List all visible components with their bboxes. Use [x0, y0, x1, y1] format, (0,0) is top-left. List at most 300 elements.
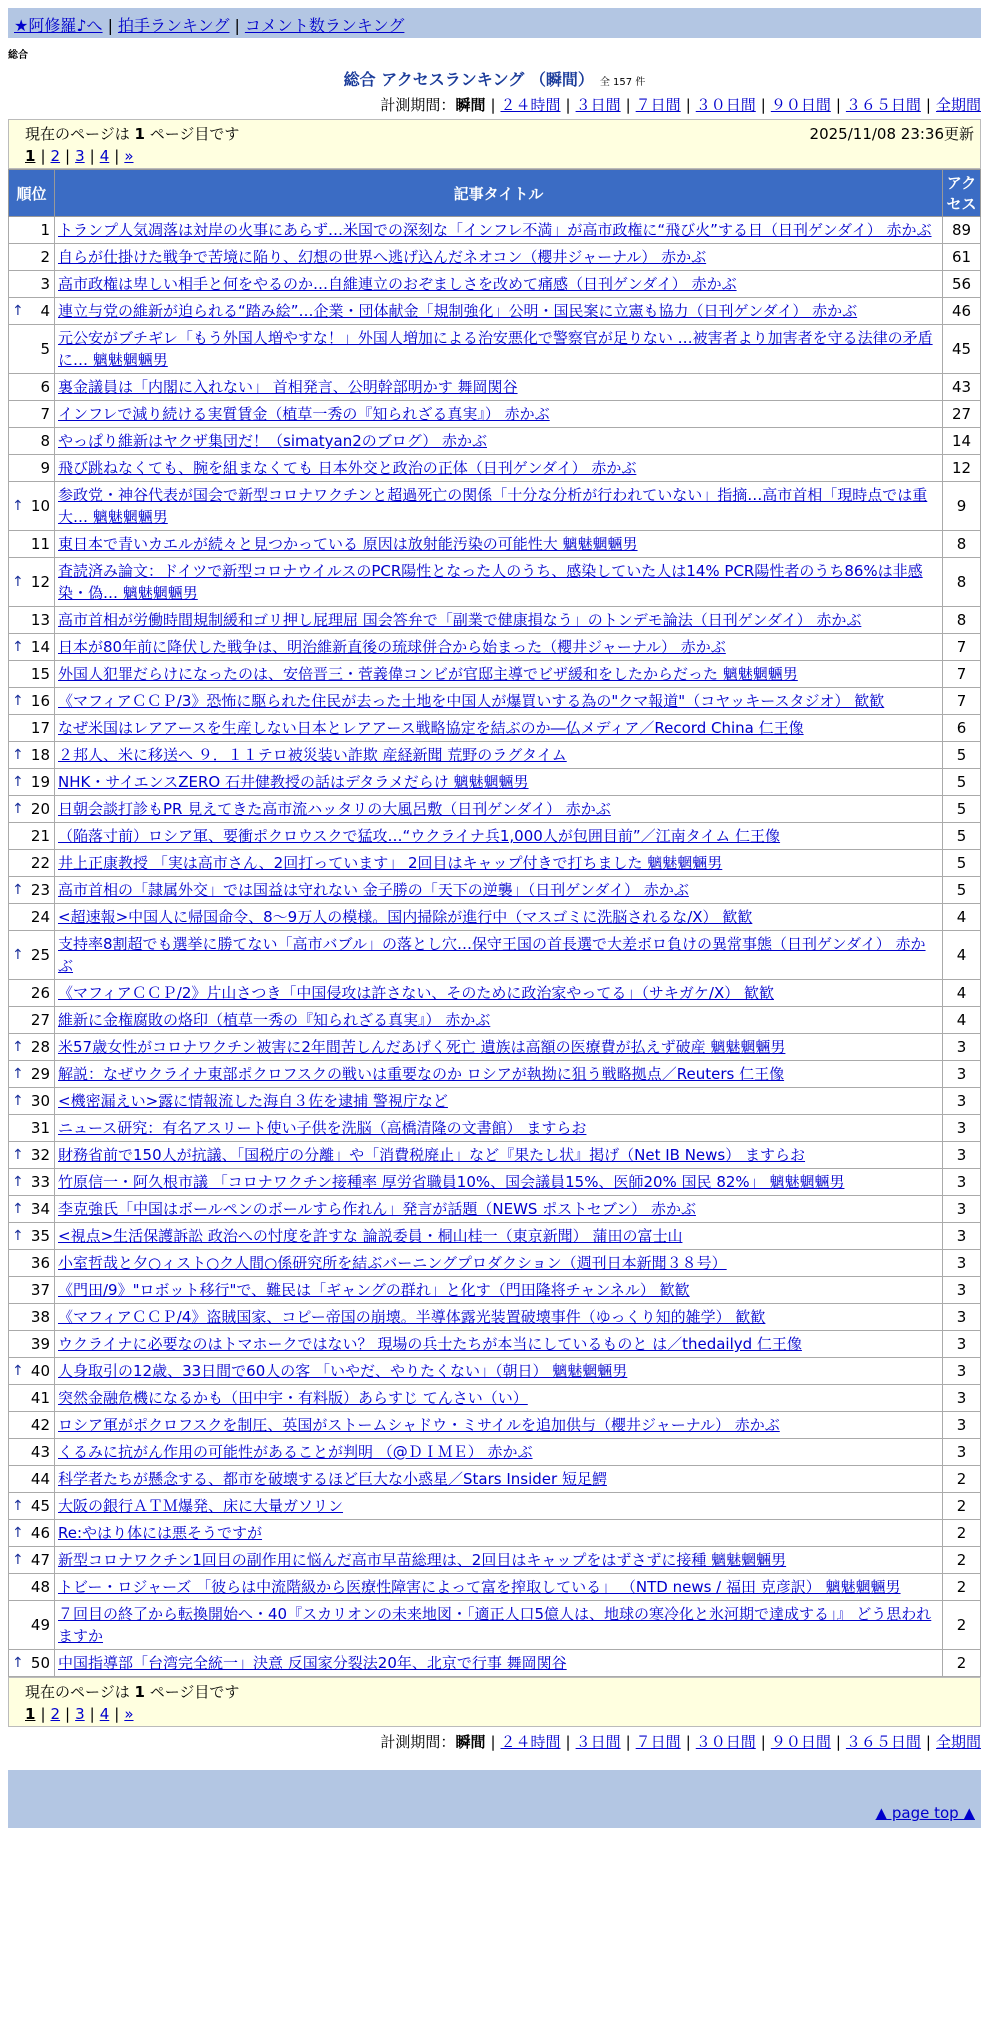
table-row [9, 271, 981, 298]
rank-cell [9, 1601, 55, 1650]
separator: | [114, 147, 120, 165]
rank-number: 16 [30, 692, 50, 710]
table-row [9, 688, 981, 715]
rank-cell [9, 1088, 55, 1115]
table-row [9, 1061, 981, 1088]
up-arrow-icon: ↑ [12, 1498, 24, 1514]
up-arrow-icon: ↑ [12, 1525, 24, 1541]
period-link-2[interactable]: ７日間 [635, 1733, 681, 1751]
rank-number: 36 [30, 1254, 50, 1272]
pager-link-1[interactable]: 3 [75, 147, 85, 165]
table-row [9, 1277, 981, 1304]
period-link-5[interactable]: ３６５日間 [845, 1733, 921, 1751]
article-link[interactable]: 解説：なぜウクライナ東部ポクロフスクの戦いは重要なのか ロシアが執拗に狙う戦略拠点／Reuters 仁王像 [58, 1065, 785, 1083]
article-link[interactable]: インフレで減り続ける実質賃金（植草一秀の『知られざる真実』） 赤かぶ [58, 405, 550, 423]
access-count: 5 [943, 769, 981, 796]
article-link[interactable]: 小室哲哉と夕○ィスト○ク人間○係研究所を結ぶバーニングプロダクション（週刊日本新聞３８号） [58, 1254, 727, 1272]
rank-number: 44 [30, 1470, 50, 1488]
pager-link-2[interactable]: 4 [99, 1705, 110, 1723]
article-link[interactable]: 連立与党の維新が迫られる“踏み絵”…企業・団体献金「規制強化」公明・国民案に立憲も協力（日刊ゲンダイ） 赤かぶ [58, 302, 858, 320]
period-link-4[interactable]: ９０日間 [770, 1733, 831, 1751]
title-cell [55, 980, 943, 1007]
article-link[interactable]: 米57歳女性がコロナワクチン被害に2年間苦しんだあげく死亡 遺族は高額の医療費が払えず破産 魑魅魍魎男 [58, 1038, 786, 1056]
page-top-link[interactable]: ▲ page top ▲ [875, 1804, 975, 1822]
footer-bar [8, 1770, 981, 1828]
rank-cell [9, 877, 55, 904]
table-row [9, 1223, 981, 1250]
up-arrow-icon: ↑ [12, 1552, 24, 1568]
rank-cell [9, 1385, 55, 1412]
rank-cell [9, 244, 55, 271]
title-cell [55, 455, 943, 482]
table-row [9, 298, 981, 325]
access-count: 5 [943, 877, 981, 904]
up-arrow-icon: ↑ [12, 1066, 24, 1082]
rank-cell [9, 1223, 55, 1250]
article-link[interactable]: 自らが仕掛けた戦争で苦境に陥り、幻想の世界へ逃げ込んだネオコン（櫻井ジャーナル） 赤かぶ [58, 248, 707, 266]
title-cell [55, 688, 943, 715]
rank-cell [9, 1493, 55, 1520]
access-count: 4 [943, 1007, 981, 1034]
article-link[interactable]: トランプ人気凋落は対岸の火事にあらず…米国での深刻な「インフレ不満」が高市政権に“飛び火”する日（日刊ゲンダイ） 赤かぶ [58, 221, 932, 239]
table-row [9, 796, 981, 823]
article-link[interactable]: 科学者たちが懸念する、都市を破壊するほど巨大な小惑星／Stars Insider 短足鰐 [58, 1470, 607, 1488]
rank-number: 14 [30, 638, 50, 656]
rank-number: 33 [30, 1173, 50, 1191]
rank-cell [9, 634, 55, 661]
title-cell [55, 1547, 943, 1574]
article-link[interactable]: NHK・サイエンスZERO 石井健教授の話はデタラメだらけ 魑魅魍魎男 [58, 773, 529, 791]
rank-number: 18 [30, 746, 50, 764]
title-cell [55, 823, 943, 850]
period-link-1[interactable]: ３日間 [575, 1733, 621, 1751]
rank-cell [9, 1358, 55, 1385]
rank-number: 1 [40, 221, 50, 239]
pager-current[interactable]: 1 [25, 1705, 36, 1723]
top-nav: ★阿修羅♪へ | 拍手ランキング | コメント数ランキング [8, 8, 981, 38]
period-label: 計測期間： [380, 96, 456, 114]
access-count: 2 [943, 1466, 981, 1493]
rank-number: 39 [30, 1335, 50, 1353]
separator: | [625, 96, 631, 114]
up-arrow-icon: ↑ [12, 1174, 24, 1190]
article-link[interactable]: （陥落寸前）ロシア軍、要衝ポクロウスクで猛攻…“ウクライナ兵1,000人が包囲目前”／江南タイム 仁王像 [58, 827, 781, 845]
up-arrow-icon: ↑ [12, 498, 24, 514]
title-cell [55, 1007, 943, 1034]
access-count: 2 [943, 1650, 981, 1677]
current-page-text: 現在のページは 1 ページ目です [25, 1683, 240, 1701]
access-count: 6 [943, 715, 981, 742]
up-arrow-icon: ↑ [12, 1363, 24, 1379]
table-row [9, 1358, 981, 1385]
period-link-1[interactable]: ３日間 [575, 96, 621, 114]
access-count: 3 [943, 1223, 981, 1250]
article-link[interactable]: くるみに抗がん作用の可能性があることが判明 （@ＤＩＭＥ） 赤かぶ [58, 1443, 533, 1461]
article-link[interactable]: 中国指導部「台湾完全統一」決意 反国家分裂法20年、北京で行事 舞岡関谷 [58, 1654, 567, 1672]
article-link[interactable]: 新型コロナワクチン1回目の副作用に悩んだ高市早苗総理は、2回目はキャップをはずさずに接種 魑魅魍魎男 [58, 1551, 787, 1569]
table-row [9, 904, 981, 931]
up-arrow-icon: ↑ [12, 947, 24, 963]
pager-link-0[interactable]: 2 [50, 147, 61, 165]
clap-ranking-link[interactable]: 拍手ランキング [117, 16, 230, 35]
rank-number: 31 [30, 1119, 50, 1137]
current-page-text: 現在のページは 1 ページ目です [25, 125, 240, 143]
article-link[interactable]: 参政党・神谷代表が国会で新型コロナワクチンと超過死亡の関係「十分な分析が行われていない」指摘…高市首相「現時点では重大… 魑魅魍魎男 [58, 486, 928, 526]
access-count: 3 [943, 1250, 981, 1277]
rank-cell [9, 374, 55, 401]
table-row [9, 1650, 981, 1677]
up-arrow-icon: ↑ [12, 1039, 24, 1055]
table-row [9, 1466, 981, 1493]
article-link[interactable]: 東日本で青いカエルが続々と見つかっている 原因は放射能汚染の可能性大 魑魅魍魎男 [58, 535, 638, 553]
access-count: 61 [943, 244, 981, 271]
up-arrow-icon: ↑ [12, 639, 24, 655]
table-row [9, 1520, 981, 1547]
table-row [9, 428, 981, 455]
title-cell [55, 1115, 943, 1142]
rank-cell [9, 1574, 55, 1601]
access-count: 8 [943, 531, 981, 558]
separator: | [40, 147, 46, 165]
article-link[interactable]: 井上正康教授 「実は高市さん、2回打っています」 2回目はキャップ付きで打ちました 魑魅魍魎男 [58, 854, 723, 872]
title-cell [55, 325, 943, 374]
rank-number: 38 [30, 1308, 50, 1326]
rank-cell [9, 661, 55, 688]
article-link[interactable]: 外国人犯罪だらけになったのは、安倍晋三・菅義偉コンビが官邸主導でビザ緩和をしたからだった 魑魅魍魎男 [58, 665, 798, 683]
rank-cell [9, 1061, 55, 1088]
period-selector-top [8, 94, 981, 115]
article-link[interactable]: <機密漏えい>露に情報流した海自３佐を逮捕 警視庁など [58, 1092, 448, 1110]
rank-cell [9, 1520, 55, 1547]
up-arrow-icon: ↑ [12, 574, 24, 590]
rank-cell [9, 769, 55, 796]
table-row [9, 374, 981, 401]
table-row [9, 1547, 981, 1574]
article-link[interactable]: 《門田/9》"ロボット移行"で、難民は「ギャングの群れ」と化す（門田隆将チャンネル） 歓歓 [58, 1281, 690, 1299]
rank-cell [9, 904, 55, 931]
title-cell [55, 607, 943, 634]
article-link[interactable]: 日朝会談打診もPR 見えてきた高市流ハッタリの大風呂敷（日刊ゲンダイ） 赤かぶ [58, 800, 611, 818]
rank-number: 27 [30, 1011, 50, 1029]
separator: | [565, 1733, 571, 1751]
title-cell [55, 1061, 943, 1088]
access-count: 12 [943, 455, 981, 482]
period-link-6[interactable]: 全期間 [935, 1733, 981, 1751]
period-current: 瞬間 [455, 96, 486, 114]
period-link-0[interactable]: ２４時間 [500, 1733, 561, 1751]
rank-cell [9, 1196, 55, 1223]
rank-number: 28 [30, 1038, 50, 1056]
table-row [9, 1250, 981, 1277]
pager-link-2[interactable]: 4 [99, 147, 110, 165]
period-link-6[interactable]: 全期間 [935, 96, 981, 114]
pager-link-0[interactable]: 2 [50, 1705, 61, 1723]
table-row [9, 1115, 981, 1142]
article-link[interactable]: 飛び跳ねなくても、腕を組まなくても 日本外交と政治の正体（日刊ゲンダイ） 赤かぶ [58, 459, 637, 477]
article-link[interactable]: 李克強氏「中国はボールペンのボールすら作れん」発言が話題（NEWS ポストセブン） 赤かぶ [58, 1200, 696, 1218]
article-link[interactable]: 維新に金権腐敗の烙印（植草一秀の『知られざる真実』） 赤かぶ [58, 1011, 491, 1029]
up-arrow-icon: ↑ [12, 1201, 24, 1217]
up-arrow-icon: ↑ [12, 801, 24, 817]
article-link[interactable]: 裏金議員は「内閣に入れない」 首相発言、公明幹部明かす 舞岡関谷 [58, 378, 518, 396]
pager-bottom [25, 1705, 974, 1723]
rank-cell [9, 482, 55, 531]
access-count: 2 [943, 1520, 981, 1547]
rank-number: 30 [30, 1092, 50, 1110]
article-link[interactable]: 竹原信一・阿久根市議 「コロナワクチン接種率 厚労省職員10%、国会議員15%、医師20% 国民 82%」 魑魅魍魎男 [58, 1173, 845, 1191]
table-row [9, 1088, 981, 1115]
separator: | [685, 96, 691, 114]
up-arrow-icon: ↑ [12, 1655, 24, 1671]
pager-link-1[interactable]: 3 [75, 1705, 85, 1723]
title-cell [55, 715, 943, 742]
title-cell [55, 1034, 943, 1061]
pager-current[interactable]: 1 [25, 147, 36, 165]
table-row [9, 558, 981, 607]
article-link[interactable]: 元公安がブチギレ「もう外国人増やすな！」外国人増加による治安悪化で警察官が足りない …被害者より加害者を守る法律の矛盾に… 魑魅魍魎男 [58, 329, 933, 369]
article-link[interactable]: 査読済み論文：ドイツで新型コロナウイルスのPCR陽性となった人のうち、感染していた人は14% PCR陽性者のうち86%は非感染・偽… 魑魅魍魎男 [58, 562, 923, 602]
pager-link-3[interactable]: » [124, 1705, 134, 1723]
table-row [9, 1385, 981, 1412]
up-arrow-icon: ↑ [12, 1228, 24, 1244]
article-link[interactable]: 《マフィアＣＣＰ/2》片山さつき「中国侵攻は許さない、そのために政治家やってる」（サキガケ/X） 歓歓 [58, 984, 774, 1002]
access-count: 5 [943, 742, 981, 769]
access-count: 43 [943, 374, 981, 401]
separator: | [760, 96, 766, 114]
article-link[interactable]: 突然金融危機になるかも（田中宇・有料版）あらすじ てんさい（い） [58, 1389, 528, 1407]
rank-number: 2 [40, 248, 50, 266]
table-row [9, 1574, 981, 1601]
table-row [9, 482, 981, 531]
title-cell [55, 1142, 943, 1169]
access-count: 3 [943, 1277, 981, 1304]
title-cell [55, 1493, 943, 1520]
title-cell [55, 1169, 943, 1196]
rank-cell [9, 271, 55, 298]
article-link[interactable]: 人身取引の12歳、33日間で60人の客 「いやだ、やりたくない」（朝日） 魑魅魍魎男 [58, 1362, 628, 1380]
rank-cell [9, 401, 55, 428]
separator: | [114, 1705, 120, 1723]
up-arrow-icon: ↑ [12, 882, 24, 898]
article-link[interactable]: 財務省前で150人が抗議、「国税庁の分離」や「消費税廃止」など『果たし状』掲げ（Net IB News） ますらお [58, 1146, 806, 1164]
rank-number: 43 [30, 1443, 50, 1461]
title-cell [55, 298, 943, 325]
rank-number: 7 [40, 405, 50, 423]
title-cell [55, 374, 943, 401]
article-link[interactable]: 《マフィアＣＣＰ/3》恐怖に駆られた住民が去った土地を中国人が爆買いする為の"クマ報道"（コヤッキースタジオ） 歓歓 [58, 692, 885, 710]
table-row [9, 1034, 981, 1061]
article-link[interactable]: 《マフィアＣＣＰ/4》盗賊国家、コピー帝国の崩壊。半導体露光装置破壊事件（ゆっくり知的雑学） 歓歓 [58, 1308, 766, 1326]
page-info-top [8, 119, 981, 169]
article-link[interactable]: 大阪の銀行ＡＴＭ爆発、床に大量ガソリン [58, 1497, 344, 1515]
rank-cell [9, 850, 55, 877]
title-cell [55, 1277, 943, 1304]
rank-cell [9, 1650, 55, 1677]
article-link[interactable]: ７回目の終了から転換開始へ・40『スカリオンの未来地図・「適正人口5億人は、地球の寒冷化と氷河期で達成する」』 どう思われますか [58, 1605, 932, 1645]
separator: | [760, 1733, 766, 1751]
title-cell [55, 1520, 943, 1547]
rank-number: 12 [30, 573, 50, 591]
table-row [9, 531, 981, 558]
separator: | [835, 96, 841, 114]
title-cell [55, 877, 943, 904]
separator: | [89, 147, 95, 165]
table-row [9, 1412, 981, 1439]
access-count: 45 [943, 325, 981, 374]
access-count: 3 [943, 1034, 981, 1061]
pager-link-3[interactable]: » [124, 147, 134, 165]
title-cell [55, 1331, 943, 1358]
period-link-3[interactable]: ３０日間 [695, 1733, 756, 1751]
rank-number: 19 [30, 773, 50, 791]
separator: | [925, 96, 931, 114]
separator: | [89, 1705, 95, 1723]
rank-number: 4 [40, 302, 50, 320]
table-row [9, 877, 981, 904]
rank-number: 37 [30, 1281, 50, 1299]
rank-cell [9, 796, 55, 823]
table-row [9, 1142, 981, 1169]
access-count: 7 [943, 634, 981, 661]
page-title: 総合 アクセスランキング （瞬間） [343, 70, 594, 89]
rank-cell [9, 1142, 55, 1169]
article-link[interactable]: 高市政権は卑しい相手と何をやるのか…自維連立のおぞましさを改めて痛感（日刊ゲンダイ） 赤かぶ [58, 275, 737, 293]
article-link[interactable]: <超速報>中国人に帰国命令、8～9万人の模様。国内掃除が進行中（マスゴミに洗脳されるな/X） 歓歓 [58, 908, 753, 926]
title-cell [55, 401, 943, 428]
rank-number: 22 [30, 854, 50, 872]
access-count: 3 [943, 1115, 981, 1142]
rank-number: 42 [30, 1416, 50, 1434]
period-link-5[interactable]: ３６５日間 [845, 96, 921, 114]
article-link[interactable]: 日本が80年前に降伏した戦争は、明治維新直後の琉球併合から始まった（櫻井ジャーナル） 赤かぶ [58, 638, 726, 656]
article-link[interactable]: <視点>生活保護訴訟 政治への忖度を許すな 論説委員・桐山桂一（東京新聞） 蒲田の富士山 [58, 1227, 683, 1245]
title-cell [55, 1358, 943, 1385]
rank-cell [9, 607, 55, 634]
article-link[interactable]: ロシア軍がポクロフスクを制圧、英国がストームシャドウ・ミサイルを追加供与（櫻井ジャーナル） 赤かぶ [58, 1416, 780, 1434]
rank-number: 10 [30, 497, 50, 515]
comment-ranking-link[interactable]: コメント数ランキング [244, 16, 405, 35]
article-link[interactable]: トビー・ロジャーズ 「彼らは中流階級から医療性障害によって富を搾取している」 （NTD news / 福田 克彦訳） 魑魅魍魎男 [58, 1578, 901, 1596]
rank-cell [9, 1034, 55, 1061]
rank-cell [9, 688, 55, 715]
rank-number: 3 [40, 275, 50, 293]
rank-number: 20 [30, 800, 50, 818]
title-header: 記事タイトル [55, 170, 943, 217]
title-cell [55, 1439, 943, 1466]
rank-cell [9, 823, 55, 850]
rank-cell [9, 1304, 55, 1331]
period-link-3[interactable]: ３０日間 [695, 96, 756, 114]
rank-cell [9, 1169, 55, 1196]
access-count: 5 [943, 823, 981, 850]
article-link[interactable]: 支持率8割超でも選挙に勝てない「高市バブル」の落とし穴…保守王国の首長選で大差ボロ負けの異常事態（日刊ゲンダイ） 赤かぶ [58, 935, 926, 975]
access-count: 8 [943, 558, 981, 607]
table-row [9, 661, 981, 688]
table-row [9, 931, 981, 980]
title-cell [55, 1196, 943, 1223]
rank-cell [9, 217, 55, 244]
article-link[interactable]: Re:やはり体には悪そうですが [58, 1524, 263, 1542]
rank-number: 5 [40, 340, 50, 358]
article-link[interactable]: 高市首相の「隷属外交」では国益は守れない 金子勝の「天下の逆襲」（日刊ゲンダイ） 赤かぶ [58, 881, 689, 899]
title-cell [55, 1223, 943, 1250]
title-cell [55, 271, 943, 298]
access-count: 3 [943, 1331, 981, 1358]
period-link-0[interactable]: ２４時間 [500, 96, 561, 114]
rank-cell [9, 1439, 55, 1466]
rank-cell [9, 1007, 55, 1034]
table-row [9, 823, 981, 850]
table-row [9, 607, 981, 634]
title-cell [55, 1088, 943, 1115]
home-link[interactable]: ★阿修羅♪へ [14, 16, 103, 35]
title-cell [55, 1650, 943, 1677]
title-cell [55, 634, 943, 661]
title-cell [55, 769, 943, 796]
access-count: 3 [943, 1088, 981, 1115]
category-label: 総合 [8, 50, 28, 61]
page-heading [8, 67, 981, 90]
access-count: 4 [943, 931, 981, 980]
page-info-bottom [8, 1677, 981, 1727]
access-count: 3 [943, 1061, 981, 1088]
separator: | [625, 1733, 631, 1751]
access-count: 3 [943, 1169, 981, 1196]
rank-number: 45 [30, 1497, 50, 1515]
rank-cell [9, 1466, 55, 1493]
table-row [9, 1331, 981, 1358]
table-row [9, 742, 981, 769]
separator: | [65, 147, 71, 165]
rank-cell [9, 715, 55, 742]
article-link[interactable]: 高市首相が労働時間規制緩和ゴリ押し屁理屈 国会答弁で「副業で健康損なう」のトンデモ論法（日刊ゲンダイ） 赤かぶ [58, 611, 862, 629]
article-link[interactable]: やっぱり維新はヤクザ集団だ！（simatyan2のブログ） 赤かぶ [58, 432, 488, 450]
access-count: 5 [943, 850, 981, 877]
table-row [9, 1169, 981, 1196]
table-row [9, 325, 981, 374]
article-link[interactable]: ニュース研究：有名アスリート使い子供を洗脳（高橋清隆の文書館） ますらお [58, 1119, 587, 1137]
rank-number: 6 [40, 378, 50, 396]
article-link[interactable]: ２邦人、米に移送へ ９．１１テロ被災装い詐欺 産経新聞 荒野のラグタイム [58, 746, 567, 764]
table-row [9, 455, 981, 482]
period-link-4[interactable]: ９０日間 [770, 96, 831, 114]
rank-cell [9, 1547, 55, 1574]
rank-number: 17 [30, 719, 50, 737]
table-row [9, 980, 981, 1007]
access-count: 27 [943, 401, 981, 428]
period-link-2[interactable]: ７日間 [635, 96, 681, 114]
rank-number: 15 [30, 665, 50, 683]
period-label: 計測期間： [380, 1733, 456, 1751]
title-cell [55, 1304, 943, 1331]
access-count: 7 [943, 661, 981, 688]
access-count: 2 [943, 1601, 981, 1650]
title-cell [55, 428, 943, 455]
rank-number: 32 [30, 1146, 50, 1164]
article-link[interactable]: なぜ米国はレアアースを生産しない日本とレアアース戦略協定を結ぶのか―仏メディア／Record China 仁王像 [58, 719, 804, 737]
separator: | [925, 1733, 931, 1751]
title-cell [55, 904, 943, 931]
table-row [9, 1493, 981, 1520]
rank-cell [9, 531, 55, 558]
title-cell [55, 1574, 943, 1601]
rank-number: 35 [30, 1227, 50, 1245]
access-count: 9 [943, 482, 981, 531]
article-link[interactable]: ウクライナに必要なのはトマホークではない？ 現場の兵士たちが本当にしているものと は／thedailyd 仁王像 [58, 1335, 802, 1353]
rank-cell [9, 1250, 55, 1277]
title-cell [55, 1601, 943, 1650]
separator: | [490, 1733, 496, 1751]
